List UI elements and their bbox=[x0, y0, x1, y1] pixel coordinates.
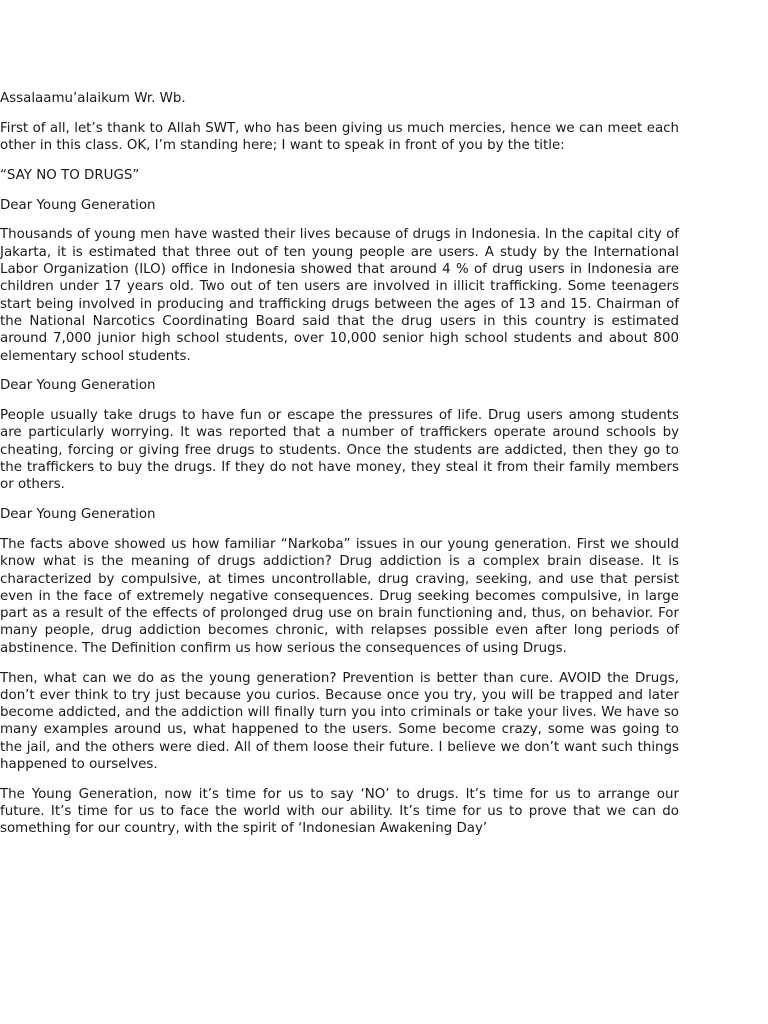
address-line: Dear Young Generation bbox=[0, 197, 156, 213]
speech-title: “SAY NO TO DRUGS” bbox=[0, 167, 140, 183]
greeting: Assalaamu’alaikum Wr. Wb. bbox=[0, 91, 186, 106]
body-paragraph: Then, what can we do as the young generation? Prevention is better than cure. AVOID the Drugs, don’t ever think to try just because you curios. Because once you try, you will be trapped and later become addicted, and the addiction will finally turn you into criminals or take your lives. We have so many examples around us, what happened to the users. Some become crazy, some was going to the jail, and the others were died. All of them loose their future. I believe we don’t want such things happened to ourselves. bbox=[0, 670, 679, 772]
closing-paragraph: The Young Generation, now it’s time for us to say ‘NO’ to drugs. It’s time for us to arrange our future. It’s time for us to face the world with our ability. It’s time for us to prove that we can do something for our country, with the spirit of ‘Indonesian Awakening Day’ bbox=[0, 786, 679, 837]
address-line: Dear Young Generation bbox=[0, 378, 156, 394]
body-paragraph: The facts above showed us how familiar “Narkoba” issues in our young generation. First we should know what is the meaning of drugs addiction? Drug addiction is a complex brain disease. It is characterized by compulsive, at times uncontrollable, drug craving, seeking, and use that persist even in the face of extremely negative consequences. Drug seeking becomes compulsive, in large part as a result of the effects of prolonged drug use on brain functioning and, thus, on behavior. For many people, drug addiction becomes chronic, with relapses possible even after long periods of abstinence. The Definition confirm us how serious the consequences of using Drugs. bbox=[0, 536, 679, 656]
body-paragraph: People usually take drugs to have fun or escape the pressures of life. Drug users among students are particularly worrying. It was reported that a number of traffickers operate around schools by cheating, forcing or giving free drugs to students. Once the students are addicted, then they go to the traffickers to buy the drugs. If they do not have money, they steal it from their family members or others. bbox=[0, 408, 679, 493]
intro-paragraph: First of all, let’s thank to Allah SWT, who has been giving us much mercies, hence we can meet each other in this class. OK, I’m standing here; I want to speak in front of you by the title: bbox=[0, 120, 679, 154]
body-paragraph: Thousands of young men have wasted their lives because of drugs in Indonesia. In the capital city of Jakarta, it is estimated that three out of ten young people are users. A study by the International Labor Organization (ILO) office in Indonesia showed that around 4 % of drug users in Indonesia are children under 17 years old. Two out of ten users are involved in illicit trafficking. Some teenagers start being involved in producing and trafficking drugs between the ages of 13 and 15. Chairman of the National Narcotics Coordinating Board said that the drug users in this country is estimated around 7,000 junior high school students, over 10,000 senior high school students and about 800 elementary school students. bbox=[0, 227, 679, 364]
document-page bbox=[0, 90, 679, 850]
address-line: Dear Young Generation bbox=[0, 507, 156, 523]
